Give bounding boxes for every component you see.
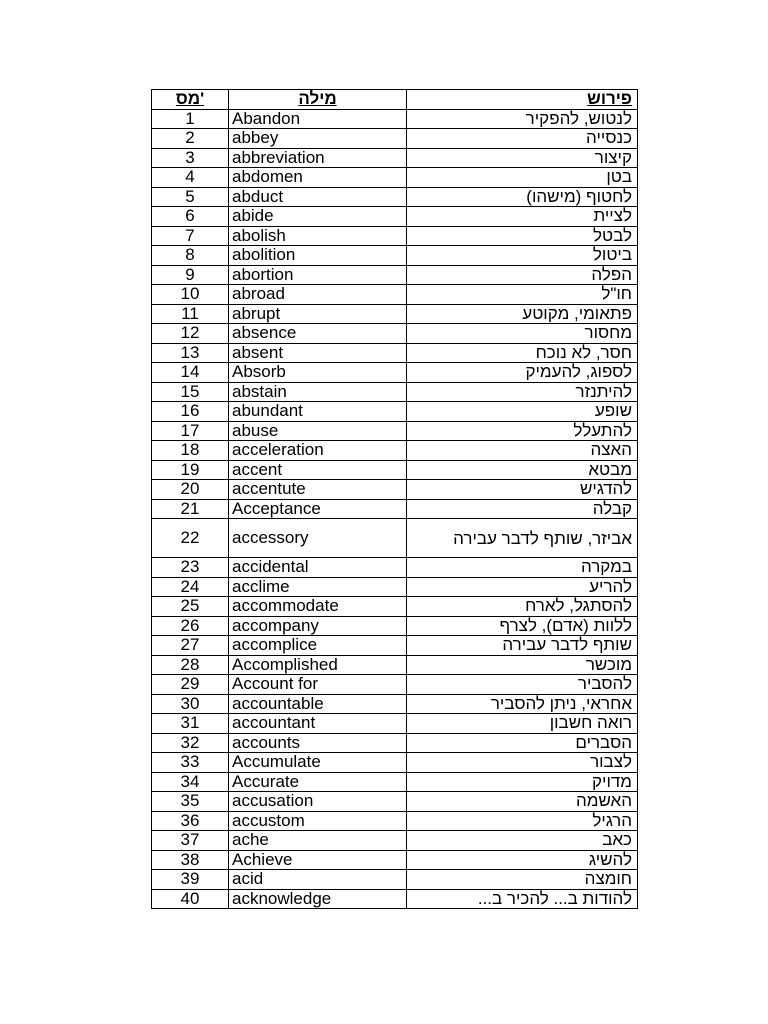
row-definition: קבלה: [407, 499, 638, 519]
row-definition: הסברים: [407, 733, 638, 753]
row-number: 23: [152, 558, 229, 578]
row-word: Accomplished: [229, 655, 407, 675]
row-definition: להיתנזר: [407, 382, 638, 402]
row-definition: שותף לדבר עבירה: [407, 636, 638, 656]
row-word: accomplice: [229, 636, 407, 656]
row-definition: רואה חשבון: [407, 714, 638, 734]
row-word: Account for: [229, 675, 407, 695]
row-word: abdomen: [229, 168, 407, 188]
row-word: Accurate: [229, 772, 407, 792]
row-number: 15: [152, 382, 229, 402]
table-row: [152, 577, 638, 597]
row-definition: ללוות (אדם), לצרף: [407, 616, 638, 636]
row-word: abolition: [229, 246, 407, 266]
table-row: [152, 480, 638, 500]
row-definition: לצבור: [407, 753, 638, 773]
row-number: 22: [152, 519, 229, 558]
row-word: accommodate: [229, 597, 407, 617]
table-row: [152, 109, 638, 129]
row-word: absent: [229, 343, 407, 363]
table-row: [152, 831, 638, 851]
row-word: abrupt: [229, 304, 407, 324]
row-definition: כאב: [407, 831, 638, 851]
row-definition: קיצור: [407, 148, 638, 168]
row-word: acknowledge: [229, 889, 407, 909]
table-row: [152, 850, 638, 870]
row-number: 7: [152, 226, 229, 246]
table-row: [152, 265, 638, 285]
row-number: 10: [152, 285, 229, 305]
row-number: 31: [152, 714, 229, 734]
row-word: accidental: [229, 558, 407, 578]
row-number: 33: [152, 753, 229, 773]
row-word: abortion: [229, 265, 407, 285]
table-row: [152, 655, 638, 675]
row-definition: להשיג: [407, 850, 638, 870]
table-row: [152, 285, 638, 305]
row-number: 11: [152, 304, 229, 324]
table-row: [152, 187, 638, 207]
row-word: abundant: [229, 402, 407, 422]
row-number: 29: [152, 675, 229, 695]
row-number: 13: [152, 343, 229, 363]
row-definition: כנסייה: [407, 129, 638, 149]
row-word: accountant: [229, 714, 407, 734]
row-word: accusation: [229, 792, 407, 812]
header-word: מילה: [229, 90, 407, 110]
row-definition: אחראי, ניתן להסביר: [407, 694, 638, 714]
row-definition: להדגיש: [407, 480, 638, 500]
row-word: Absorb: [229, 363, 407, 383]
table-row: [152, 129, 638, 149]
table-row: [152, 460, 638, 480]
row-number: 32: [152, 733, 229, 753]
row-number: 21: [152, 499, 229, 519]
row-number: 35: [152, 792, 229, 812]
row-word: abduct: [229, 187, 407, 207]
vocabulary-table-body: [152, 90, 638, 909]
row-definition: לבטל: [407, 226, 638, 246]
row-word: Acceptance: [229, 499, 407, 519]
row-word: Achieve: [229, 850, 407, 870]
table-row: [152, 441, 638, 461]
row-number: 8: [152, 246, 229, 266]
row-number: 14: [152, 363, 229, 383]
row-definition: פתאומי, מקוטע: [407, 304, 638, 324]
row-number: 19: [152, 460, 229, 480]
table-row: [152, 870, 638, 890]
row-word: accustom: [229, 811, 407, 831]
row-word: abbey: [229, 129, 407, 149]
row-number: 9: [152, 265, 229, 285]
header-number: מס': [152, 90, 229, 110]
row-number: 25: [152, 597, 229, 617]
vocabulary-sheet: [151, 89, 638, 909]
row-number: 1: [152, 109, 229, 129]
table-row: [152, 246, 638, 266]
row-word: abbreviation: [229, 148, 407, 168]
row-definition: ביטול: [407, 246, 638, 266]
row-word: acclime: [229, 577, 407, 597]
row-definition: לציית: [407, 207, 638, 227]
table-row: [152, 558, 638, 578]
row-word: abolish: [229, 226, 407, 246]
row-definition: האצה: [407, 441, 638, 461]
table-header-row: [152, 90, 638, 110]
table-row: [152, 382, 638, 402]
row-number: 12: [152, 324, 229, 344]
row-number: 17: [152, 421, 229, 441]
table-row: [152, 675, 638, 695]
table-row: [152, 714, 638, 734]
row-word: absence: [229, 324, 407, 344]
table-row: [152, 519, 638, 558]
row-number: 28: [152, 655, 229, 675]
row-definition: להסביר: [407, 675, 638, 695]
row-definition: מוכשר: [407, 655, 638, 675]
row-definition: להודות ב... להכיר ב...: [407, 889, 638, 909]
row-definition: להתעלל: [407, 421, 638, 441]
row-number: 27: [152, 636, 229, 656]
row-definition: שופע: [407, 402, 638, 422]
table-row: [152, 343, 638, 363]
row-word: Abandon: [229, 109, 407, 129]
row-definition: לספוג, להעמיק: [407, 363, 638, 383]
row-definition: אביזר, שותף לדבר עבירה: [407, 519, 638, 558]
row-number: 39: [152, 870, 229, 890]
row-number: 3: [152, 148, 229, 168]
row-definition: מחסור: [407, 324, 638, 344]
table-row: [152, 753, 638, 773]
table-row: [152, 324, 638, 344]
row-word: accountable: [229, 694, 407, 714]
row-definition: האשמה: [407, 792, 638, 812]
row-word: abroad: [229, 285, 407, 305]
table-row: [152, 148, 638, 168]
row-word: Accumulate: [229, 753, 407, 773]
row-number: 4: [152, 168, 229, 188]
table-row: [152, 733, 638, 753]
row-word: acceleration: [229, 441, 407, 461]
row-number: 37: [152, 831, 229, 851]
row-word: acid: [229, 870, 407, 890]
table-row: [152, 207, 638, 227]
row-definition: חסר, לא נוכח: [407, 343, 638, 363]
row-number: 34: [152, 772, 229, 792]
row-definition: מבטא: [407, 460, 638, 480]
row-word: accent: [229, 460, 407, 480]
table-row: [152, 694, 638, 714]
row-definition: בטן: [407, 168, 638, 188]
row-number: 5: [152, 187, 229, 207]
row-definition: לחטוף (מישהו): [407, 187, 638, 207]
header-definition: פירוש: [407, 90, 638, 110]
vocabulary-table: [151, 89, 638, 909]
row-definition: להריע: [407, 577, 638, 597]
row-number: 20: [152, 480, 229, 500]
table-row: [152, 304, 638, 324]
row-number: 6: [152, 207, 229, 227]
row-word: ache: [229, 831, 407, 851]
row-word: accounts: [229, 733, 407, 753]
table-row: [152, 226, 638, 246]
table-row: [152, 421, 638, 441]
row-word: abide: [229, 207, 407, 227]
row-number: 36: [152, 811, 229, 831]
row-word: accompany: [229, 616, 407, 636]
row-number: 16: [152, 402, 229, 422]
table-row: [152, 402, 638, 422]
row-definition: להסתגל, לארח: [407, 597, 638, 617]
row-definition: הפלה: [407, 265, 638, 285]
table-row: [152, 792, 638, 812]
table-row: [152, 811, 638, 831]
table-row: [152, 597, 638, 617]
row-word: accentute: [229, 480, 407, 500]
row-definition: חו"ל: [407, 285, 638, 305]
table-row: [152, 889, 638, 909]
row-definition: הרגיל: [407, 811, 638, 831]
table-row: [152, 616, 638, 636]
row-number: 38: [152, 850, 229, 870]
row-number: 18: [152, 441, 229, 461]
table-row: [152, 363, 638, 383]
row-number: 26: [152, 616, 229, 636]
row-number: 40: [152, 889, 229, 909]
row-word: accessory: [229, 519, 407, 558]
row-definition: לנטוש, להפקיר: [407, 109, 638, 129]
row-number: 24: [152, 577, 229, 597]
row-definition: במקרה: [407, 558, 638, 578]
table-row: [152, 499, 638, 519]
table-row: [152, 636, 638, 656]
row-word: abuse: [229, 421, 407, 441]
table-row: [152, 168, 638, 188]
row-definition: חומצה: [407, 870, 638, 890]
table-row: [152, 772, 638, 792]
row-number: 30: [152, 694, 229, 714]
row-word: abstain: [229, 382, 407, 402]
row-number: 2: [152, 129, 229, 149]
row-definition: מדויק: [407, 772, 638, 792]
